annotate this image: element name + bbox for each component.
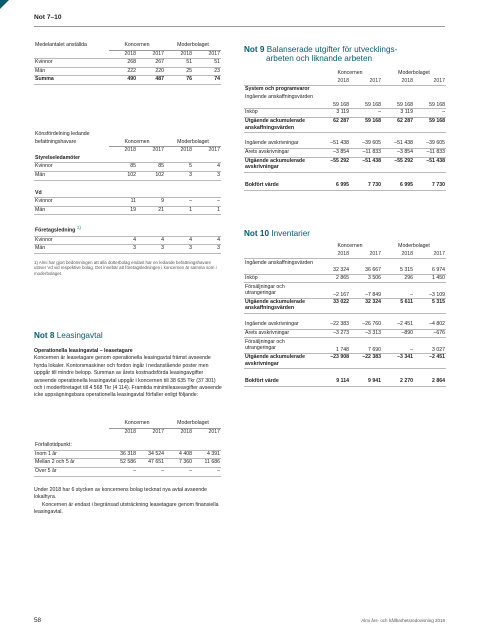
- table-row-subtotal: Utgående ackumulerade avskrivningar –23 908 –22 383 –3 341 –2 451: [244, 353, 446, 369]
- group-moderbolaget: Moderbolaget: [398, 70, 430, 76]
- table-employees: [34, 42, 221, 85]
- year-header: 2018: [180, 147, 192, 154]
- footnote-marker: 1): [76, 225, 81, 231]
- year-header: 2017: [152, 147, 164, 154]
- table-row: Försäljningar och utrangeringar –2 167 –7 849 – –3 109: [245, 283, 446, 298]
- page-number: 58: [34, 617, 42, 624]
- table-employees-container: [34, 42, 221, 85]
- group-moderbolaget: Moderbolaget: [398, 243, 430, 249]
- table-title: Könsfördelning ledande: [35, 131, 90, 137]
- group-koncernen: Koncernen: [337, 243, 363, 249]
- note-paragraph: Under 2018 har 6 stycken av koncernens bolag tecknat nya avtal avseende lokalhyra.: [34, 487, 208, 501]
- section-label: System och programvaror: [245, 86, 310, 93]
- table-title: Medelantalet anställda: [35, 42, 87, 49]
- table-row-subtotal: Utgående ackumulerade anskaffningsvärden 33 022 32 324 5 611 5 315: [244, 298, 446, 314]
- note-title: Inventarier: [271, 229, 310, 238]
- corner-marker: [0, 0, 9, 9]
- table-row: Inom 1 år 36 318 34 524 4 408 4 391: [34, 450, 221, 459]
- section-label: Styrelseledamöter: [34, 155, 221, 163]
- table-row: Ingående anskaffningsvärden 59 168 59 168 59 168 59 168: [245, 94, 446, 109]
- year-header: 2017: [350, 251, 382, 259]
- footer-doc-title: Almi års- och hållbarhetsredovisning 2018: [361, 618, 445, 623]
- header-rule: [34, 26, 445, 27]
- table-row: Ingående anskaffningsvärden 32 324 36 667 5 315 6 974: [245, 259, 446, 274]
- table-row-total: Bokfört värde 9 114 9 941 2 270 2 864: [244, 378, 446, 386]
- note-number: Not 9: [244, 45, 265, 54]
- table-row-total: Summa 490 487 76 74: [34, 76, 221, 85]
- table-row: Kvinnor 4 4 4 4: [34, 236, 221, 245]
- table-row: Män 102 102 3 3: [34, 171, 221, 180]
- group-koncernen: Koncernen: [109, 42, 165, 50]
- section-label: Företagsledning: [35, 228, 76, 235]
- table-note10: [244, 243, 446, 387]
- note-title: Balanserade utgifter för utvecklings-: [266, 45, 398, 54]
- table-row: Inköp 2 865 3 506 296 1 450: [244, 274, 446, 283]
- year-header: 2018: [318, 251, 350, 259]
- table-row: Kvinnor 268 267 51 51: [34, 59, 221, 68]
- table-note9: [244, 70, 446, 191]
- table-row: Kvinnor 11 9 – –: [34, 198, 221, 207]
- table-row: Män 3 3 3 3: [34, 245, 221, 254]
- year-header: 2017: [414, 78, 446, 86]
- group-moderbolaget: Moderbolaget: [165, 42, 221, 50]
- table-row-subtotal: Utgående ackumulerade avskrivningar –55 292 –51 438 –55 292 –51 438: [244, 157, 446, 173]
- note8-closing: [34, 487, 222, 517]
- table-row: Över 5 år – – – –: [34, 467, 221, 476]
- table-row: Inköp 3 119 – 3 119 –: [244, 109, 446, 118]
- table-row: Årets avskrivningar –3 273 –3 313 –890 –676: [244, 329, 446, 338]
- table-leasing-container: [34, 420, 221, 477]
- table-gender-distribution: [34, 131, 221, 254]
- year-header: 2018: [124, 147, 136, 154]
- table-row: Ingående avskrivningar –22 383 –26 760 –2 451 –4 802: [244, 321, 446, 329]
- table-row: Mellan 2 och 5 år 52 586 47 651 7 360 11 686: [34, 459, 221, 468]
- page-header: Not 7–10: [34, 14, 62, 21]
- table-row: Årets avskrivningar –3 854 –11 833 –3 854 –11 833: [244, 148, 446, 157]
- table-row: Män 19 21 1 1: [34, 206, 221, 215]
- section-label: Vd: [34, 190, 221, 198]
- note9-heading: [244, 45, 446, 64]
- table-row: Försäljningar och utrangeringar 1 748 7 690 – 3 027: [245, 338, 446, 353]
- group-koncernen: Koncernen: [337, 70, 363, 76]
- group-moderbolaget: Moderbolaget: [165, 420, 221, 428]
- note-paragraph: Koncernen är endast i begränsad utsträckning leasetagare genom finansiella leasingavtal.: [34, 501, 219, 516]
- year-header: 2018: [180, 428, 192, 435]
- year-header: 2018: [109, 50, 137, 59]
- table-row: Ingående avskrivningar –51 438 –39 605 –51 438 –39 605: [244, 140, 446, 148]
- footnote-text: 1) Almi har gjort bedömningen att alla dotterbolag endast har en ledande befattningshavare utöver Vd vid respektive bolag. Det innebär att företagsledningen i koncernen är samma som i moderbolaget.: [34, 259, 217, 277]
- note8-heading: [34, 331, 103, 340]
- year-header: 2018: [382, 251, 414, 259]
- group-koncernen: Koncernen: [109, 139, 165, 147]
- year-header: 2017: [350, 78, 382, 86]
- note-title: Leasingavtal: [56, 331, 103, 340]
- note-number: Not 8: [34, 331, 55, 340]
- table-gender-container: [34, 131, 221, 277]
- note-title: arbeten och liknande arbeten: [266, 54, 373, 64]
- table-row-subtotal: Utgående ackumulerade anskaffningsvärden 62 287 59 168 62 287 59 168: [244, 117, 446, 133]
- note8-body: [34, 348, 222, 400]
- section-label: Förfallotidpunkt:: [34, 442, 221, 450]
- table-title: befattningshavare: [35, 138, 77, 145]
- note-number: Not 10: [244, 229, 270, 238]
- group-koncernen: Koncernen: [109, 420, 165, 428]
- table-row-total: Bokfört värde 6 995 7 730 6 995 7 730: [244, 182, 446, 190]
- table-leasing: [34, 420, 221, 477]
- year-header: 2017: [137, 50, 165, 59]
- year-header: 2017: [208, 428, 221, 435]
- table-note9-container: [244, 70, 446, 191]
- year-header: 2018: [382, 78, 414, 86]
- year-header: 2018: [318, 78, 350, 86]
- note-subheading: Operationella leasingavtal – leasetagare: [34, 348, 133, 354]
- year-header: 2017: [152, 428, 164, 435]
- group-moderbolaget: Moderbolaget: [165, 139, 221, 147]
- year-header: 2018: [165, 50, 193, 59]
- year-header: 2017: [193, 50, 221, 59]
- note10-heading: [244, 229, 310, 238]
- year-header: 2017: [208, 147, 221, 154]
- year-header: 2017: [414, 251, 446, 259]
- note-paragraph: Koncernen är leasetagare genom operationella leasingavtal främst avseende hyrda lokaler. Kontorsmaskiner och fordon ingår i nedanstående poster men uppgår till mindre belopp. Summan av årets kostnadsförda leasingavgifter avseende operationella leasingavtal uppgår i koncernen till 38 635 Tkr (37 301) och i moderföretaget till 4 568 Tkr (4 114). Framtida minimileaseavgifter avseende icke uppsägningsbara operationella leasingavtal förfaller enligt följande:: [34, 355, 222, 399]
- year-header: 2018: [124, 428, 136, 435]
- table-row: Män 222 220 25 23: [34, 67, 221, 76]
- table-row: Kvinnor 85 85 5 4: [34, 163, 221, 172]
- table-note10-container: [244, 243, 446, 387]
